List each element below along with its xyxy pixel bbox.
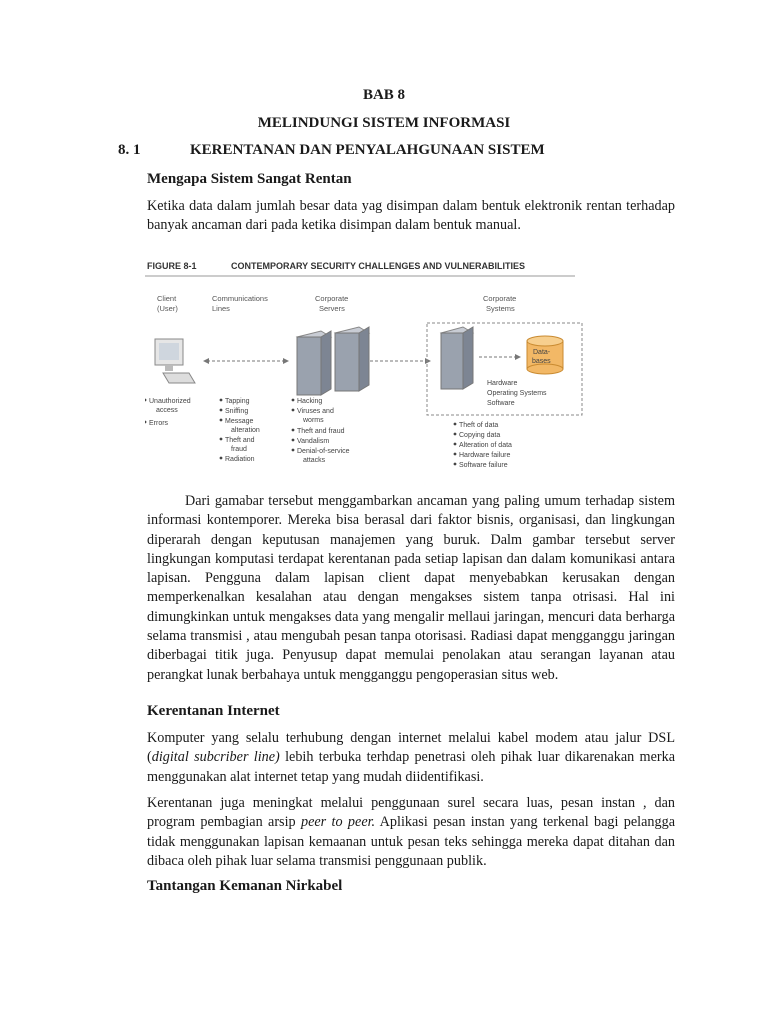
systems-item-hardware: Hardware (487, 380, 518, 387)
client-threat-1: Unauthorized (149, 398, 191, 405)
comm-threat-4b: fraud (231, 446, 247, 453)
db-label-1: Data- (533, 349, 551, 356)
systems-item-os: Operating Systems (487, 390, 547, 397)
server-threat-3: Theft and fraud (297, 428, 345, 435)
subheading-wireless-security: Tantangan Kemanan Nirkabel (147, 878, 343, 894)
paragraph-figure-explanation (147, 492, 675, 685)
system-threat-1: Theft of data (459, 422, 499, 429)
system-threat-4: Hardware failure (459, 452, 511, 459)
client-threat-1b: access (156, 407, 178, 414)
db-label-2: bases (532, 358, 551, 365)
system-threat-3: Alteration of data (459, 442, 512, 449)
client-threat-2: Errors (149, 420, 169, 427)
comm-threat-5: Radiation (225, 456, 255, 463)
paragraph-intro: Ketika data dalam jumlah besar data yag disimpan dalam bentuk elektronik rentan terhadap banyak ancaman dari pada ketika disimpan dalam bentuk manual. (147, 198, 675, 234)
client-label-2: (User) (157, 304, 178, 313)
subheading-why-vulnerable: Mengapa Sistem Sangat Rentan (147, 171, 352, 187)
comm-threat-3: Message (225, 418, 254, 425)
figure-security-challenges (145, 257, 585, 477)
comm-threat-4: Theft and (225, 437, 255, 444)
para4-text-b: Aplikasi pesan instan yang terkenal bagi pelangga tidak menggunakan lapisan kemaanan untuk pesan teks sehingga mereka dapat ditahan dan dibaca oleh pihak luar selama transmisi penggunaan publik. (147, 814, 675, 869)
comm-label-2: Lines (212, 304, 230, 313)
server-icon-1 (297, 331, 331, 395)
subheading-internet-vulnerability: Kerentanan Internet (147, 703, 280, 719)
client-label-1: Client (157, 294, 177, 303)
systems-item-software: Software (487, 400, 515, 407)
server-threat-1: Hacking (297, 398, 323, 405)
paragraph-figure-explanation-text: Dari gamabar tersebut menggambarkan ancaman yang paling umum terhadap sistem informasi kontemporer. Mereka bisa berasal dari faktor bisnis, organisasi, dan lingkungan diperarah dengan keputusan manajemen yang buruk. Dalm gambar tersebut server lingkungan komputasi terdapat kerentanan pada setiap lapisan dan dalam komunikasi antara lapisan. Pengguna dalam lapisan client dapat menyebabkan kerusakan dengan memperkenalkan kesalahan atau dengan mengakses sistem tanpa otrisasi. Hal ini dimungkinkan untuk mengakses data yang mengalir mellaui jaringan, mencuri data berharga selama transmisi , atau mengubah pesan tanpa otorisasi. Radiasi dapat mengganggu jaringan diberbagai titik juga. Penyusup dapat memulai penolakan atau serangan layanan atau perangkat lunak berbahaya untuk mengganggu pengoperasian situs web. (147, 493, 675, 683)
system-server-icon (441, 327, 473, 389)
server-threat-2b: worms (303, 417, 324, 424)
figure-label: FIGURE 8-1 (147, 261, 197, 271)
figure-title: CONTEMPORARY SECURITY CHALLENGES AND VULNERABILITIES (231, 261, 526, 271)
paragraph-internet (147, 729, 675, 787)
comm-label-1: Communications (212, 294, 268, 303)
servers-label-1: Corporate (315, 294, 349, 303)
server-threat-5b: attacks (303, 457, 326, 464)
para3-text-a: Komputer yang selalu terhubung dengan internet melalui kabel modem atau jalur DSL ( (147, 730, 675, 766)
server-threat-5: Denial-of-service (297, 448, 350, 455)
chapter-title: MELINDUNGI SISTEM INFORMASI (257, 115, 511, 131)
section-number: 8. 1 (118, 142, 141, 158)
comm-threat-2: Sniffing (225, 408, 249, 415)
chapter-label: BAB 8 (362, 87, 406, 103)
para3-italic: digital subcriber line) (151, 749, 280, 766)
para4-italic: peer to peer. (300, 814, 376, 831)
servers-label-2: Servers (319, 304, 345, 313)
comm-threat-3b: alteration (231, 427, 260, 434)
section-title: KERENTANAN DAN PENYALAHGUNAAN SISTEM (190, 142, 545, 158)
systems-label-2: Systems (486, 304, 515, 313)
paragraph-messaging (147, 794, 675, 871)
comm-threat-1: Tapping (225, 398, 250, 405)
para3-text-b: lebih terbuka terhdap penetrasi oleh pihak luar dikarenakan merka menggunakan alat internet tetap yang mudah diidentifikasi. (147, 749, 675, 785)
systems-label-1: Corporate (483, 294, 517, 303)
para4-text-a: Kerentanan juga meningkat melalui penggunaan surel secara luas, pesan instan , dan program pembagian arsip (147, 795, 675, 831)
server-threat-2: Viruses and (297, 408, 334, 415)
system-threat-2: Copying data (459, 432, 501, 439)
server-icon-2 (335, 327, 369, 391)
server-threat-4: Vandalism (297, 438, 330, 445)
client-computer-icon (155, 339, 195, 383)
system-threat-5: Software failure (459, 462, 508, 469)
